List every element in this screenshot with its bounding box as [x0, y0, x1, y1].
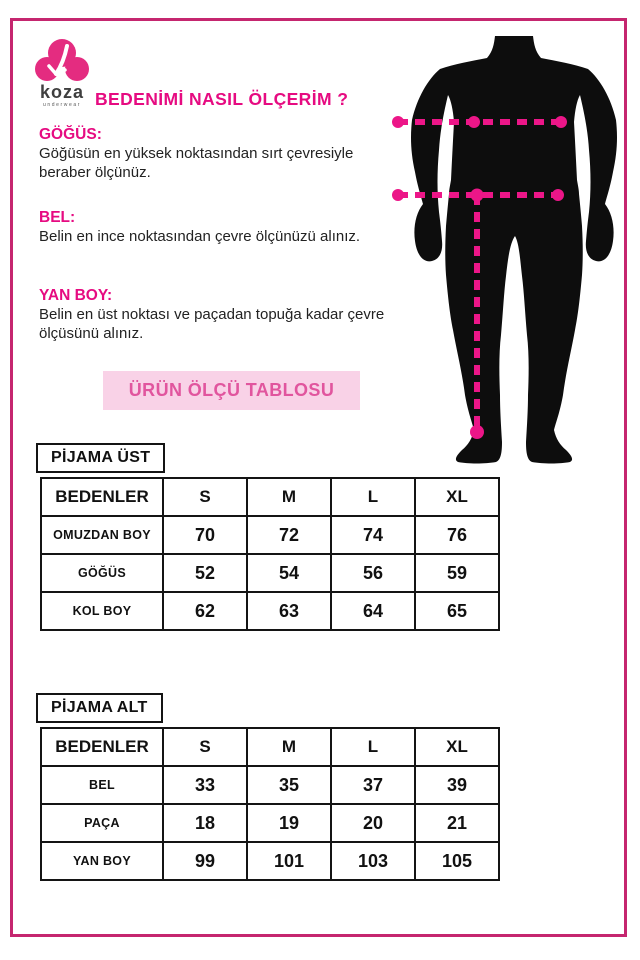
size-cell: 72	[247, 516, 331, 554]
table-header-row	[41, 478, 499, 516]
size-col-header: XL	[415, 728, 499, 766]
size-cell: 64	[331, 592, 415, 630]
size-cell: 54	[247, 554, 331, 592]
size-cell: 105	[415, 842, 499, 880]
size-col-header: BEDENLER	[41, 728, 163, 766]
size-cell: 18	[163, 804, 247, 842]
size-cell: 76	[415, 516, 499, 554]
size-cell: 74	[331, 516, 415, 554]
guide-heading-gogus: GÖĞÜS:	[39, 126, 102, 143]
guide-heading-bel: BEL:	[39, 209, 76, 226]
measure-row-label: GÖĞÜS	[41, 554, 163, 592]
size-cell: 37	[331, 766, 415, 804]
size-cell: 70	[163, 516, 247, 554]
size-col-header: S	[163, 728, 247, 766]
table-row	[41, 516, 499, 554]
measure-row-label: PAÇA	[41, 804, 163, 842]
brand-logo	[28, 38, 96, 108]
measure-row-label: YAN BOY	[41, 842, 163, 880]
size-cell: 101	[247, 842, 331, 880]
size-cell: 19	[247, 804, 331, 842]
size-col-header: XL	[415, 478, 499, 516]
table-row	[41, 804, 499, 842]
size-col-header: L	[331, 728, 415, 766]
table-row	[41, 592, 499, 630]
size-cell: 52	[163, 554, 247, 592]
size-cell: 33	[163, 766, 247, 804]
table-title-pijama-ust: PİJAMA ÜST	[36, 443, 165, 473]
male-body-shape	[411, 36, 617, 464]
size-cell: 99	[163, 842, 247, 880]
size-cell: 39	[415, 766, 499, 804]
table-row	[41, 766, 499, 804]
size-cell: 62	[163, 592, 247, 630]
guide-text-yanboy: Belin en üst noktası ve paçadan topuğa kadar çevre ölçüsünü alınız.	[39, 306, 385, 342]
size-cell: 65	[415, 592, 499, 630]
size-cell: 35	[247, 766, 331, 804]
size-col-header: L	[331, 478, 415, 516]
size-cell: 103	[331, 842, 415, 880]
size-col-header: M	[247, 478, 331, 516]
size-table-banner: ÜRÜN ÖLÇÜ TABLOSU	[103, 371, 360, 410]
size-table-pijama-ust	[40, 477, 500, 631]
page-title: BEDENİMİ NASIL ÖLÇERİM ?	[95, 89, 349, 109]
guide-text-gogus: Göğüsün en yüksek noktasından sırt çevresiyle beraber ölçünüz.	[39, 145, 354, 181]
table-row	[41, 842, 499, 880]
brand-name: koza	[39, 82, 85, 102]
size-col-header: S	[163, 478, 247, 516]
size-table-pijama-alt	[40, 727, 500, 881]
measure-row-label: OMUZDAN BOY	[41, 516, 163, 554]
size-col-header: BEDENLER	[41, 478, 163, 516]
size-col-header: M	[247, 728, 331, 766]
size-cell: 59	[415, 554, 499, 592]
table-row	[41, 554, 499, 592]
guide-heading-yanboy: YAN BOY:	[39, 287, 113, 304]
size-cell: 21	[415, 804, 499, 842]
size-cell: 20	[331, 804, 415, 842]
measure-row-label: KOL BOY	[41, 592, 163, 630]
size-cell: 63	[247, 592, 331, 630]
table-header-row	[41, 728, 499, 766]
body-silhouette	[385, 30, 635, 470]
measure-row-label: BEL	[41, 766, 163, 804]
guide-text-bel: Belin en ince noktasından çevre ölçünüzü alınız.	[39, 228, 361, 245]
koza-trefoil-icon	[32, 38, 92, 82]
size-cell: 56	[331, 554, 415, 592]
table-title-pijama-alt: PİJAMA ALT	[36, 693, 163, 723]
brand-subtitle: underwear	[42, 102, 82, 108]
